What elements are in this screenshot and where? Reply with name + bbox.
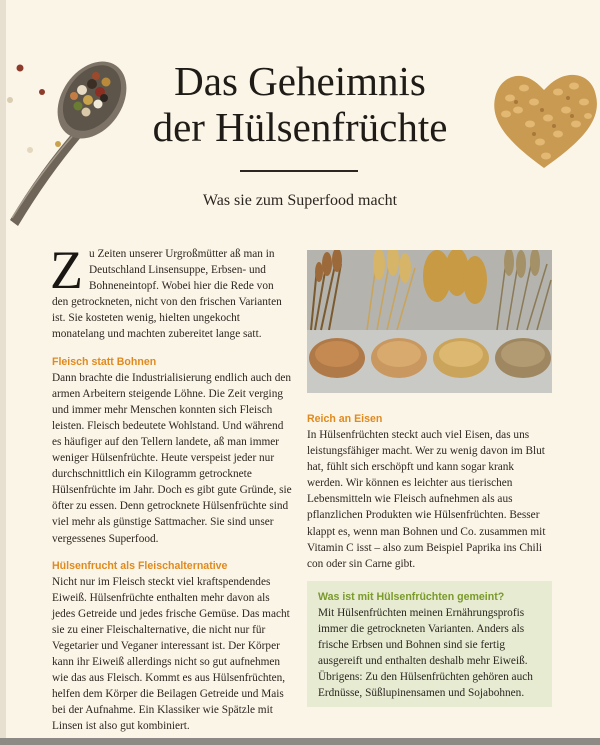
drop-cap: Z xyxy=(50,240,83,300)
section-text-fleischalternative: Nicht nur im Fleisch steckt viel kraftspendendes Eiweiß. Hülsenfrüchte enthalten mehr davon als jedes Getreide und jedes frische Gemüse. Das macht sie zu einer Fleischalternative, die nicht nur für Vegetarier und Veganer interessant ist. Der Körper kann ihr Eiweiß allerdings nicht so gut aufnehmen wie das aus Fleisch. Kommt es aus Hülsenfrüchten, helfen dem Körper die Beilagen Getreide und Mais bei der Aufnahme. Ein Klassiker wie Spätzle mit Linsen ist also gut kombiniert. xyxy=(52,575,290,733)
section-heading-fleisch: Fleisch statt Bohnen xyxy=(52,355,157,368)
section-heading-eisen: Reich an Eisen xyxy=(307,413,383,425)
pea-heart-image xyxy=(488,58,600,178)
title-line-2: der Hülsenfrüchte xyxy=(152,104,448,150)
info-box xyxy=(307,581,552,707)
intro-text: u Zeiten unserer Urgroßmütter aß man in Deutschland Linsensuppe, Erbsen- und Bohneneintopf. Wobei hier die Rede von den getrockneten, nicht von den frischen Varianten ist. Sie kosteten wenig, hielten ungekocht monatelang und machten zubereitet lange satt. xyxy=(52,248,282,341)
right-column xyxy=(307,412,552,572)
left-column xyxy=(50,240,292,735)
page-title xyxy=(110,58,490,150)
section-heading-fleischalternative: Hülsenfrucht als Fleischalternative xyxy=(52,559,228,572)
section-text-fleisch: Dann brachte die Industrialisierung endlich auch den armen Arbeitern steigende Löhne. Die Zeit verging und immer mehr Menschen konnten sich Fleisch leisten. Fleisch bedeutete Wohlstand. Und während es häufiger auf den Tellern landete, aß man immer weniger Hülsenfrüchte. Heute verspeist jeder nur durchschnittlich ein Kilogramm getrocknete Hülsenfrüchte im Jahr. Doch es gibt gute Gründe, sie öfter zu essen. Denn getrocknete Hülsenfrüchte sind viel mehr als günstige Sattmacher. Sie sind unser vergessenes Superfood. xyxy=(52,371,292,545)
grain-photo xyxy=(307,250,552,393)
page-bottom-edge xyxy=(0,738,600,745)
intro-paragraph xyxy=(50,240,292,343)
info-box-text: Mit Hülsenfrüchten meinen Ernährungsprofis immer die getrockneten Varianten. Anders als frische Erbsen und Bohnen sind sie fertig ausgereift und enthalten deshalb mehr Eiweiß. Übrigens: Zu den Hülsenfrüchten gehören auch Erdnüsse, Süßlupinensamen und Sojabohnen. xyxy=(318,607,533,700)
title-divider xyxy=(240,170,358,172)
section-text-eisen: In Hülsenfrüchten steckt auch viel Eisen, das uns leistungsfähiger macht. Wer zu wenig davon im Blut hat, fühlt sich erschöpft und kann sogar krank werden. Wir können es leichter aus tierischen Lebensmitteln wie Fleisch aufnehmen als aus pflanzlichen Produkten wie Hülsenfrüchten. Besser klappt es, wenn man Bohnen und Co. zusammen mit Vitamin C isst – also zum Beispiel Paprika ins Chili con oder sin Carne gibt. xyxy=(307,429,546,570)
subtitle: Was sie zum Superfood macht xyxy=(202,192,398,209)
info-box-heading: Was ist mit Hülsenfrüchten gemeint? xyxy=(318,591,505,603)
title-line-1: Das Geheimnis xyxy=(174,58,426,104)
